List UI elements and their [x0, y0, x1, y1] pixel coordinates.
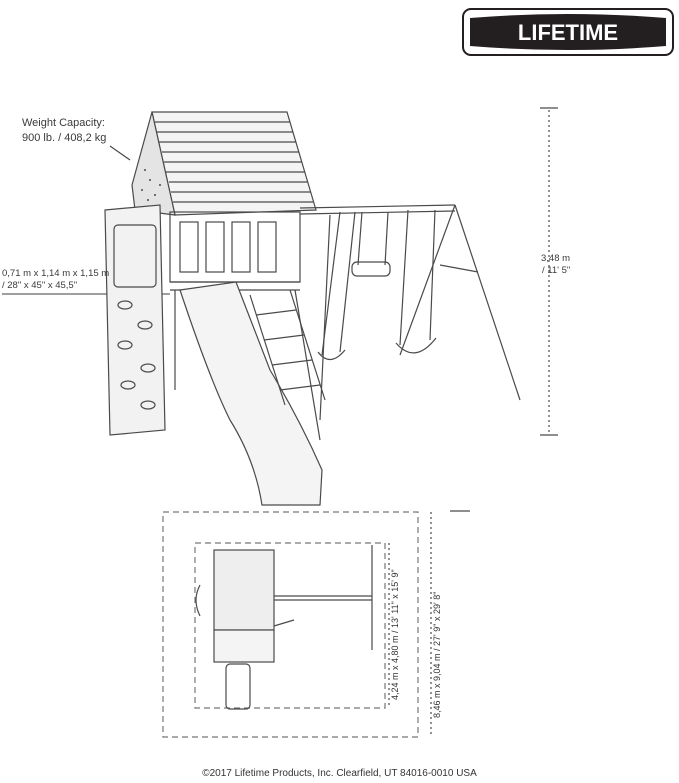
tower-dims-metric: 0,71 m x 1,14 m x 1,15 m [2, 268, 110, 279]
weight-capacity-label: Weight Capacity: [22, 117, 105, 129]
footprint-outer-box [163, 512, 418, 737]
swing-frame [300, 205, 520, 420]
logo-text: LIFETIME [517, 20, 619, 45]
height-imperial: / 11' 5" [542, 265, 571, 276]
climbing-wall [105, 205, 165, 435]
roof [132, 112, 316, 215]
weight-capacity-value: 900 lb. / 408,2 kg [22, 132, 107, 144]
weight-leader-line [110, 146, 130, 160]
footprint-outer-dims: 8,46 m x 9,04 m / 27' 9" x 29' 8" [432, 591, 442, 718]
slide [180, 282, 322, 505]
tower-dims-imperial: / 28" x 45" x 45,5" [2, 280, 78, 291]
swings [318, 210, 436, 360]
plan-view [196, 545, 372, 709]
copyright-footer: ©2017 Lifetime Products, Inc. Clearfield, UT 84016-0010 USA [202, 768, 477, 779]
footprint-inner-dims: 4,24 m x 4,80 m / 13' 11" x 15' 9" [390, 569, 400, 700]
height-metric: 3,48 m [541, 253, 571, 264]
